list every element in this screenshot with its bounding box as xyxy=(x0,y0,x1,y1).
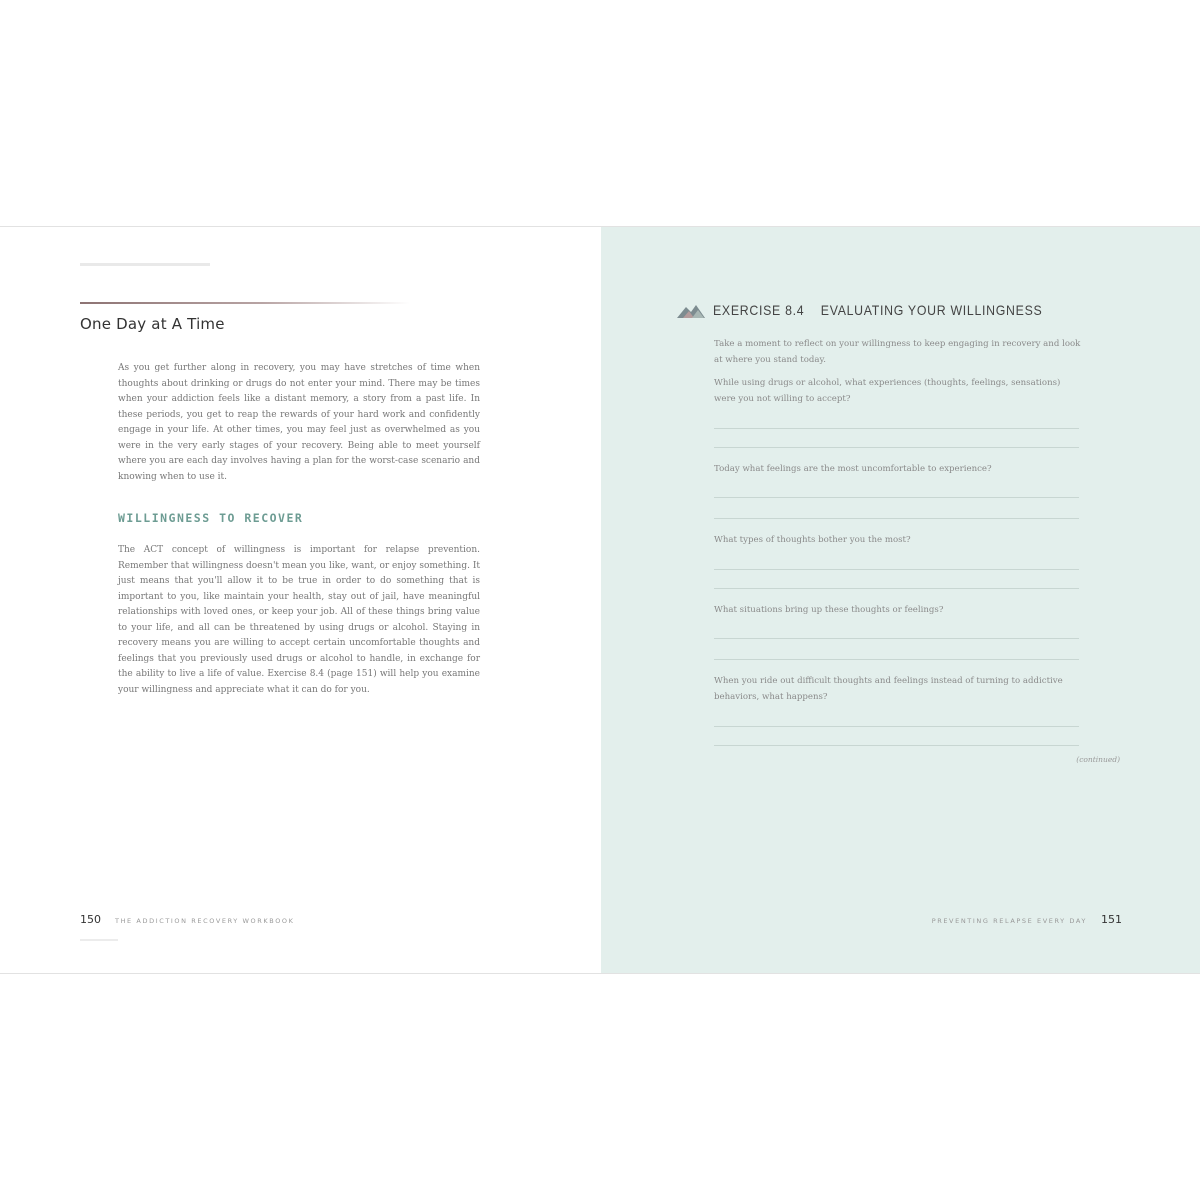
section-title: One Day at A Time xyxy=(80,315,225,333)
answer-line[interactable] xyxy=(714,745,1079,746)
willingness-paragraph: The ACT concept of willingness is important for relapse prevention. Remember that willingness doesn't mean you like, want, or enjoy something. It just means that you'll allow it to be true in order to do something that is important to you, like maintain your health, stay out of jail, have meaningful relationships with loved ones, or keep your job. All of these things bring value to your life, and all can be threatened by using drugs or alcohol. Staying in recovery means you are willing to accept certain uncomfortable thoughts and feelings that you previously used drugs or alcohol to handle, in exchange for the ability to live a life of value. Exercise 8.4 (page 151) will help you examine your willingness and appreciate what it can do for you. xyxy=(118,545,480,695)
running-head-mark xyxy=(80,263,210,266)
prompt-3: What types of thoughts bother you the most? xyxy=(714,535,911,545)
subheading: WILLINGNESS TO RECOVER xyxy=(118,511,304,525)
answer-line[interactable] xyxy=(714,569,1079,570)
prompt-2: Today what feelings are the most uncomfortable to experience? xyxy=(714,464,992,474)
right-page xyxy=(601,227,1200,973)
prompt-4: What situations bring up these thoughts or feelings? xyxy=(714,605,944,615)
page-number-right: 151 xyxy=(1101,913,1122,926)
exercise-title: EVALUATING YOUR WILLINGNESS xyxy=(820,302,1043,318)
running-title-left: THE ADDICTION RECOVERY WORKBOOK xyxy=(115,917,295,925)
prompt-5: When you ride out difficult thoughts and feelings instead of turning to addictive behaviors, what happens? xyxy=(714,676,1063,702)
left-folio xyxy=(80,913,295,926)
answer-line[interactable] xyxy=(714,497,1079,498)
answer-line[interactable] xyxy=(714,659,1079,660)
exercise-label: EXERCISE 8.4 xyxy=(713,302,805,318)
running-title-right: PREVENTING RELAPSE EVERY DAY xyxy=(931,917,1087,925)
answer-line[interactable] xyxy=(714,447,1079,448)
prompt-1: While using drugs or alcohol, what experiences (thoughts, feelings, sensations) were you not willing to accept? xyxy=(714,378,1061,404)
book-spread xyxy=(0,226,1200,974)
answer-line[interactable] xyxy=(714,428,1079,429)
answer-line[interactable] xyxy=(714,638,1079,639)
intro-paragraph: As you get further along in recovery, you may have stretches of time when thoughts about drinking or drugs do not enter your mind. There may be times when your addiction feels like a distant memory, a story from a past life. In these periods, you get to reap the rewards of your hard work and confidently engage in your life. At other times, you may feel just as overwhelmed as you were in the very early stages of your recovery. Being able to meet yourself where you are each day involves having a plan for the worst-case scenario and knowing when to use it. xyxy=(118,363,480,482)
exercise-intro: Take a moment to reflect on your willingness to keep engaging in recovery and look at where you stand today. xyxy=(714,339,1081,365)
left-page xyxy=(0,227,601,973)
answer-line[interactable] xyxy=(714,518,1079,519)
right-folio xyxy=(932,913,1122,926)
folio-mark xyxy=(80,939,118,941)
mountain-icon xyxy=(677,303,705,319)
exercise-heading xyxy=(713,302,1042,318)
answer-line[interactable] xyxy=(714,588,1079,589)
continued-note: (continued) xyxy=(1076,755,1120,764)
section-rule xyxy=(80,302,410,304)
page-number-left: 150 xyxy=(80,913,101,926)
answer-line[interactable] xyxy=(714,726,1079,727)
